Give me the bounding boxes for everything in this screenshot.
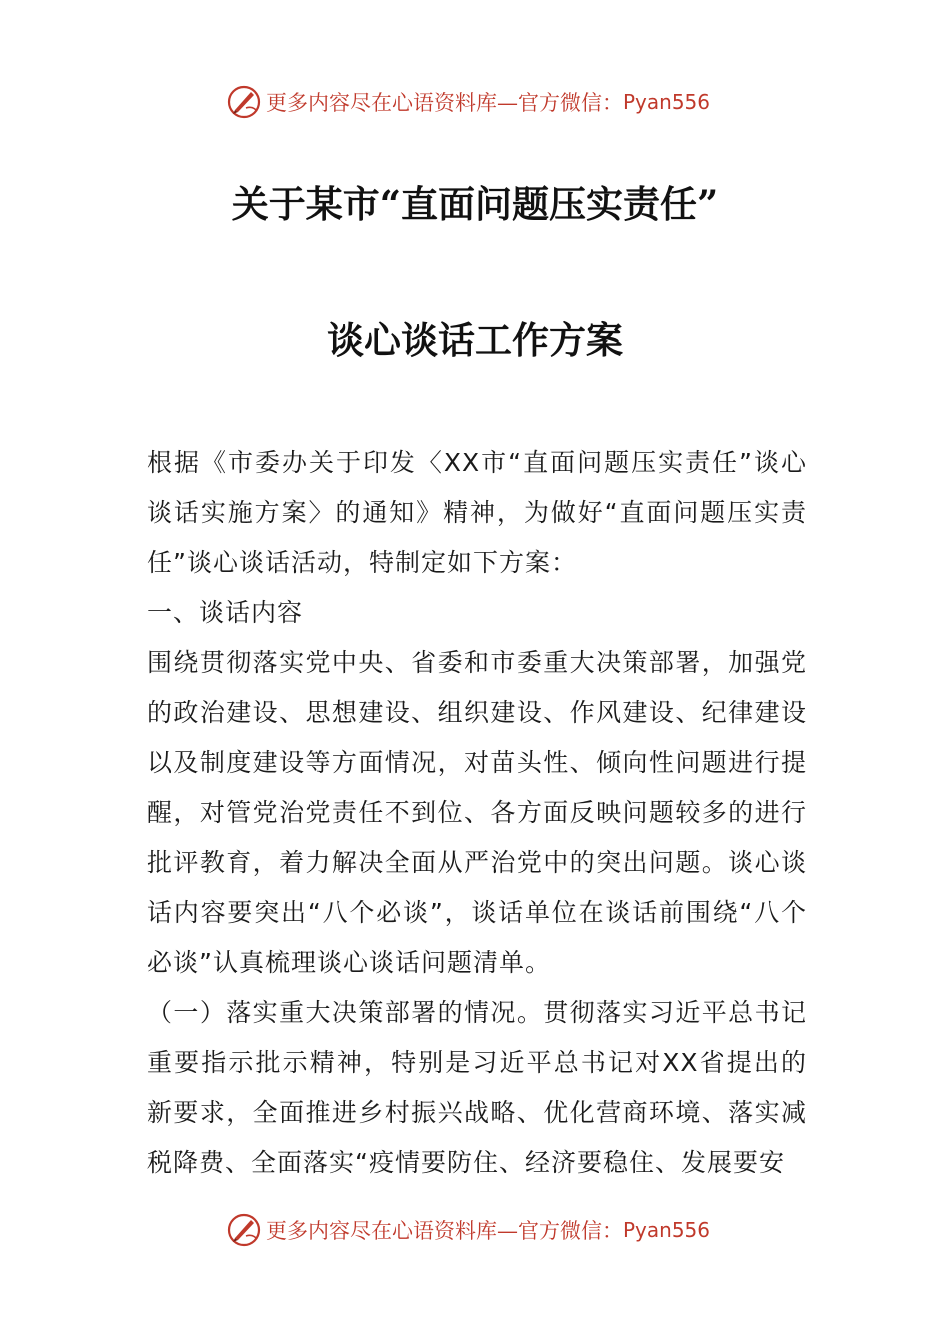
header-banner-text: 更多内容尽在心语资料库—官方微信： bbox=[266, 91, 623, 115]
pen-logo-icon bbox=[226, 1212, 262, 1248]
footer-banner-wechat: Pyan556 bbox=[623, 1218, 711, 1242]
footer-banner-text: 更多内容尽在心语资料库—官方微信： bbox=[266, 1219, 623, 1243]
document-title-line1: 关于某市“直面问题压实责任” bbox=[231, 182, 719, 226]
paragraph-subsection-1: （一）落实重大决策部署的情况。贯彻落实习近平总书记重要指示批示精神，特别是习近平总书记对XX省提出的新要求，全面推进乡村振兴战略、优化营商环境、落实减税降费、全面落实“疫情要防住、经济要稳住、发展要安 bbox=[147, 998, 807, 1177]
section-heading: 一、谈话内容 bbox=[147, 598, 304, 627]
footer-banner bbox=[226, 1210, 710, 1250]
document-title-line2: 谈心谈话工作方案 bbox=[327, 318, 623, 362]
document-body bbox=[147, 438, 807, 1188]
pen-logo-icon bbox=[226, 84, 262, 120]
header-banner bbox=[226, 82, 710, 122]
paragraph-intro: 根据《市委办关于印发〈XX市“直面问题压实责任”谈心谈话实施方案〉的通知》精神，为做好“直面问题压实责任”谈心谈话活动，特制定如下方案： bbox=[147, 448, 807, 577]
header-banner-wechat: Pyan556 bbox=[623, 90, 711, 114]
paragraph-content: 围绕贯彻落实党中央、省委和市委重大决策部署，加强党的政治建设、思想建设、组织建设、作风建设、纪律建设以及制度建设等方面情况，对苗头性、倾向性问题进行提醒，对管党治党责任不到位、各方面反映问题较多的进行批评教育，着力解决全面从严治党中的突出问题。谈心谈话内容要突出“八个必谈”，谈话单位在谈话前围绕“八个必谈”认真梳理谈心谈话问题清单。 bbox=[147, 648, 807, 977]
